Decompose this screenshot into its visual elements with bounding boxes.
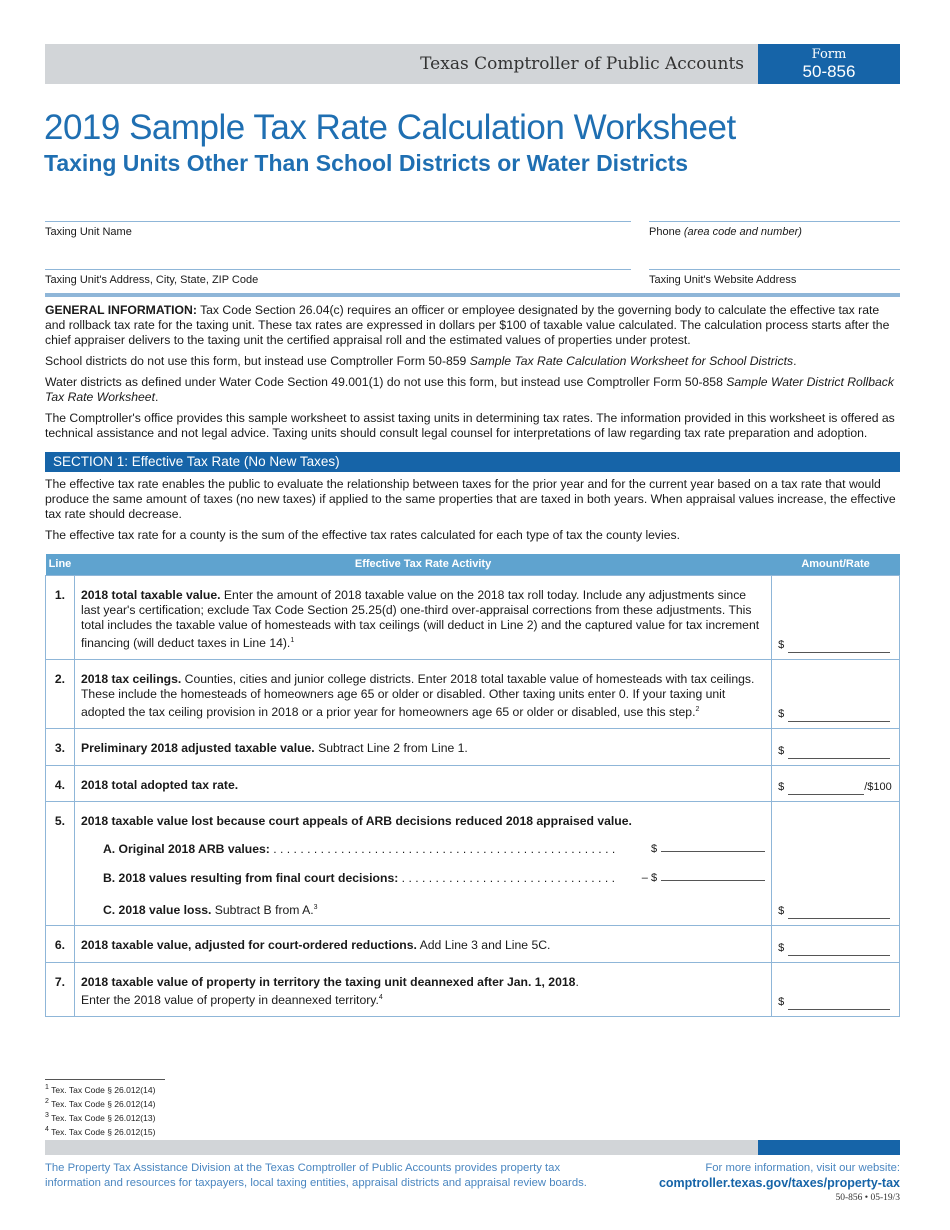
line-number: 3.: [46, 729, 75, 766]
page-subtitle: Taxing Units Other Than School Districts or Water Districts: [44, 150, 689, 176]
col-line: Line: [46, 554, 75, 576]
general-p3: [45, 375, 900, 405]
line-5b-amount[interactable]: [642, 871, 765, 886]
general-p2: [45, 354, 900, 369]
amount-line: [788, 651, 890, 653]
col-amount: Amount/Rate: [772, 554, 900, 576]
section-1-p2: The effective tax rate for a county is the sum of the effective tax rates calculated for each type of tax the county levies.: [45, 528, 680, 542]
address-field[interactable]: [45, 269, 631, 286]
amount-field[interactable]: [778, 707, 890, 722]
line-text: Add Line 3 and Line 5C.: [416, 938, 551, 953]
line-text: .: [575, 975, 579, 990]
amount-line: [661, 850, 765, 852]
amount-cell[interactable]: [772, 576, 900, 660]
currency-sign: $: [778, 639, 785, 652]
form-number: 50-856: [802, 62, 856, 81]
general-p1: [45, 303, 900, 348]
footnote-number: 2: [45, 1098, 49, 1106]
section-1-header: SECTION 1: Effective Tax Rate (No New Taxes): [45, 452, 900, 472]
form-revision-code: 50-856 • 05-19/3: [835, 1193, 900, 1203]
amount-line: [788, 720, 890, 722]
footnote-4: [45, 1124, 155, 1138]
line-number: 5.: [46, 802, 75, 926]
amount-cell[interactable]: [772, 766, 900, 802]
currency-sign: $: [778, 745, 785, 758]
line-title: Preliminary 2018 adjusted taxable value.: [80, 741, 315, 756]
worksheet-table: [45, 554, 900, 1017]
taxing-unit-name-label: Taxing Unit Name: [45, 226, 132, 238]
amount-cell[interactable]: [772, 963, 900, 1017]
general-p2-end: .: [793, 354, 797, 368]
line-5c-label: C. 2018 value loss.: [102, 903, 212, 918]
amount-cell[interactable]: [772, 660, 900, 729]
footnote-text: Tex. Tax Code § 26.012(13): [51, 1113, 156, 1124]
table-row: [46, 926, 900, 963]
table-row: [46, 802, 900, 926]
line-title: 2018 taxable value lost because court appeals of ARB decisions reduced 2018 appraised value.: [80, 814, 632, 829]
website-link[interactable]: comptroller.texas.gov/taxes/property-tax: [658, 1176, 900, 1190]
line-number: 7.: [46, 963, 75, 1017]
footnote-text: Tex. Tax Code § 26.012(14): [51, 1084, 156, 1095]
amount-line: [788, 793, 864, 795]
page-title: 2019 Sample Tax Rate Calculation Worksheet: [44, 108, 736, 147]
header-band: [45, 44, 758, 84]
line-description: [74, 766, 771, 802]
leader-dots: . . . . . . . . . . . . . . . . . . . . . . . . . . . . . . . . . . . . . . . . . . . . . . . . . . .: [269, 842, 616, 857]
currency-sign: $: [778, 905, 785, 918]
line-number: 4.: [46, 766, 75, 802]
rate-field[interactable]: [778, 780, 892, 795]
footnote-text: Tex. Tax Code § 26.012(14): [51, 1098, 156, 1109]
amount-line: [788, 917, 890, 919]
taxing-unit-name-field[interactable]: [45, 221, 631, 238]
general-p2-italic: Sample Tax Rate Calculation Worksheet for School Districts: [469, 354, 794, 368]
footnote-ref: 3: [313, 904, 318, 912]
line-description: [74, 926, 771, 963]
line-5c: [81, 900, 765, 916]
amount-cell[interactable]: [772, 802, 900, 926]
amount-field[interactable]: [778, 744, 890, 759]
line-text-2: Enter the 2018 value of property in deannexed territory.: [80, 993, 379, 1008]
line-number: 2.: [46, 660, 75, 729]
line-title: 2018 taxable value of property in territory the taxing unit deannexed after Jan. 1, 2018: [80, 975, 576, 990]
general-p3-text: Water districts as defined under Water Code Section 49.001(1) do not use this form, but instead use Comptroller Form 50-858: [45, 375, 727, 389]
footer-more-info: For more information, visit our website:: [705, 1162, 900, 1174]
table-row: [46, 576, 900, 660]
line-5a-label: A. Original 2018 ARB values:: [102, 842, 270, 857]
general-information: [45, 303, 900, 447]
line-description: [74, 729, 771, 766]
website-label: Taxing Unit's Website Address: [649, 274, 797, 286]
amount-line: [788, 757, 890, 759]
line-description: [74, 576, 771, 660]
currency-sign: $: [778, 708, 785, 721]
footnote-ref: 2: [695, 706, 700, 714]
line-title: 2018 tax ceilings.: [80, 672, 182, 687]
line-title: 2018 total adopted tax rate.: [80, 778, 239, 793]
line-number: 1.: [46, 576, 75, 660]
footnote-ref: 4: [378, 994, 383, 1002]
amount-field[interactable]: [778, 638, 890, 653]
divider: [45, 293, 900, 297]
currency-sign: $: [778, 996, 785, 1009]
footnote-2: [45, 1096, 155, 1110]
line-5b: [81, 871, 765, 887]
general-p3-end: .: [154, 390, 159, 404]
table-row: [46, 766, 900, 802]
currency-sign: $: [650, 843, 658, 856]
minus-currency-sign: – $: [641, 872, 658, 885]
footnote-text: Tex. Tax Code § 26.012(15): [51, 1127, 156, 1138]
table-row: [46, 729, 900, 766]
leader-dots: . . . . . . . . . . . . . . . . . . . . . . . . . . . . . . . .: [398, 871, 615, 886]
general-p2-text: School districts do not use this form, but instead use Comptroller Form 50-859: [45, 354, 470, 368]
footer-band: [45, 1140, 758, 1155]
footer-description: The Property Tax Assistance Division at the Texas Comptroller of Public Accounts provides property tax information and resources for taxpayers, local taxing entities, appraisal districts and appraisal review boards.: [45, 1162, 587, 1189]
footnotes: [45, 1082, 155, 1139]
phone-label: Phone: [649, 226, 681, 238]
website-field[interactable]: [649, 269, 900, 286]
footnote-number: 4: [45, 1126, 49, 1134]
general-p3-italic: Sample Water District Rollback Tax Rate Worksheet: [45, 375, 894, 404]
line-description: [74, 802, 771, 926]
line-text: Counties, cities and junior college districts. Enter 2018 total taxable value of homesteads with tax ceilings. These include the homesteads of homeowners age 65 or older or disabled. Other taxing units enter 0. If your taxing unit adopted the tax ceiling provision in 2018 or a prior year for homeowners age 65 or older or disabled, use this step.: [80, 672, 755, 720]
table-header-row: [46, 554, 900, 576]
footer-links: [659, 1161, 900, 1206]
line-description: [74, 660, 771, 729]
amount-cell[interactable]: [772, 926, 900, 963]
phone-field[interactable]: [649, 221, 900, 238]
line-text: Enter the amount of 2018 taxable value on the 2018 tax roll today. Include any adjustments since last year's certification; exclude Tax Code Section 25.25(d) one-third over-appraisal corrections from these adjustments. This total includes the taxable value of homesteads with tax ceilings (will deduct in Line 2) and the captured value for tax increment financing (will deduct taxes in Line 14).: [80, 588, 760, 651]
footnote-ref: 1: [290, 637, 295, 644]
form-label: Form: [811, 47, 847, 62]
line-text: Subtract Line 2 from Line 1.: [314, 741, 468, 756]
amount-field[interactable]: [778, 904, 890, 919]
footnote-3: [45, 1110, 155, 1124]
col-activity: Effective Tax Rate Activity: [74, 554, 771, 576]
currency-sign: $: [778, 942, 785, 955]
agency-name: Texas Comptroller of Public Accounts: [420, 54, 744, 74]
footer-band-accent: [758, 1140, 900, 1155]
amount-line: [788, 954, 890, 956]
form-number-box: [758, 44, 900, 84]
footnote-divider: [45, 1079, 165, 1080]
line-number: 6.: [46, 926, 75, 963]
line-5c-text: Subtract B from A.: [211, 903, 314, 918]
amount-line: [788, 1008, 890, 1010]
address-label: Taxing Unit's Address, City, State, ZIP Code: [45, 274, 259, 286]
footnote-number: 1: [45, 1084, 49, 1091]
footnote-number: 3: [45, 1112, 49, 1120]
line-title: 2018 taxable value, adjusted for court-ordered reductions.: [80, 938, 417, 953]
line-5b-label: B. 2018 values resulting from final court decisions:: [102, 871, 399, 886]
per-100-label: /$100: [864, 781, 892, 794]
general-heading: GENERAL INFORMATION:: [45, 303, 197, 317]
line-title: 2018 total taxable value.: [80, 588, 221, 602]
phone-hint: (area code and number): [683, 226, 802, 238]
line-5a-amount[interactable]: [651, 842, 765, 857]
footnote-1: [45, 1082, 155, 1096]
amount-line: [661, 879, 765, 881]
line-5a: [81, 842, 765, 858]
general-p4: The Comptroller's office provides this sample worksheet to assist taxing units in determining tax rates. The information provided in this worksheet is offered as technical assistance and not legal advice. Taxing units should consult legal counsel for interpretations of law regarding tax rate preparation and adoption.: [45, 411, 895, 440]
section-1-intro: [45, 477, 900, 549]
amount-field[interactable]: [778, 941, 890, 956]
table-row: [46, 963, 900, 1017]
currency-sign: $: [778, 781, 785, 794]
amount-cell[interactable]: [772, 729, 900, 766]
general-p1-text: Tax Code Section 26.04(c) requires an officer or employee designated by the governing body to calculate the effective tax rate and rollback tax rate for the taxing unit. These tax rates are expressed in dollars per $100 of taxable value calculated. The calculation process starts after the chief appraiser delivers to the taxing unit the certified appraisal roll and the estimated values of properties under protest.: [45, 303, 890, 347]
section-1-p1: The effective tax rate enables the public to evaluate the relationship between taxes for the prior year and for the current year based on a tax rate that would produce the same amount of taxes (no new taxes) if applied to the same properties that are taxed in both years. When appraisal values increase, the effective tax rate should decrease.: [45, 477, 896, 521]
amount-field[interactable]: [778, 995, 890, 1010]
table-row: [46, 660, 900, 729]
line-description: [74, 963, 771, 1017]
